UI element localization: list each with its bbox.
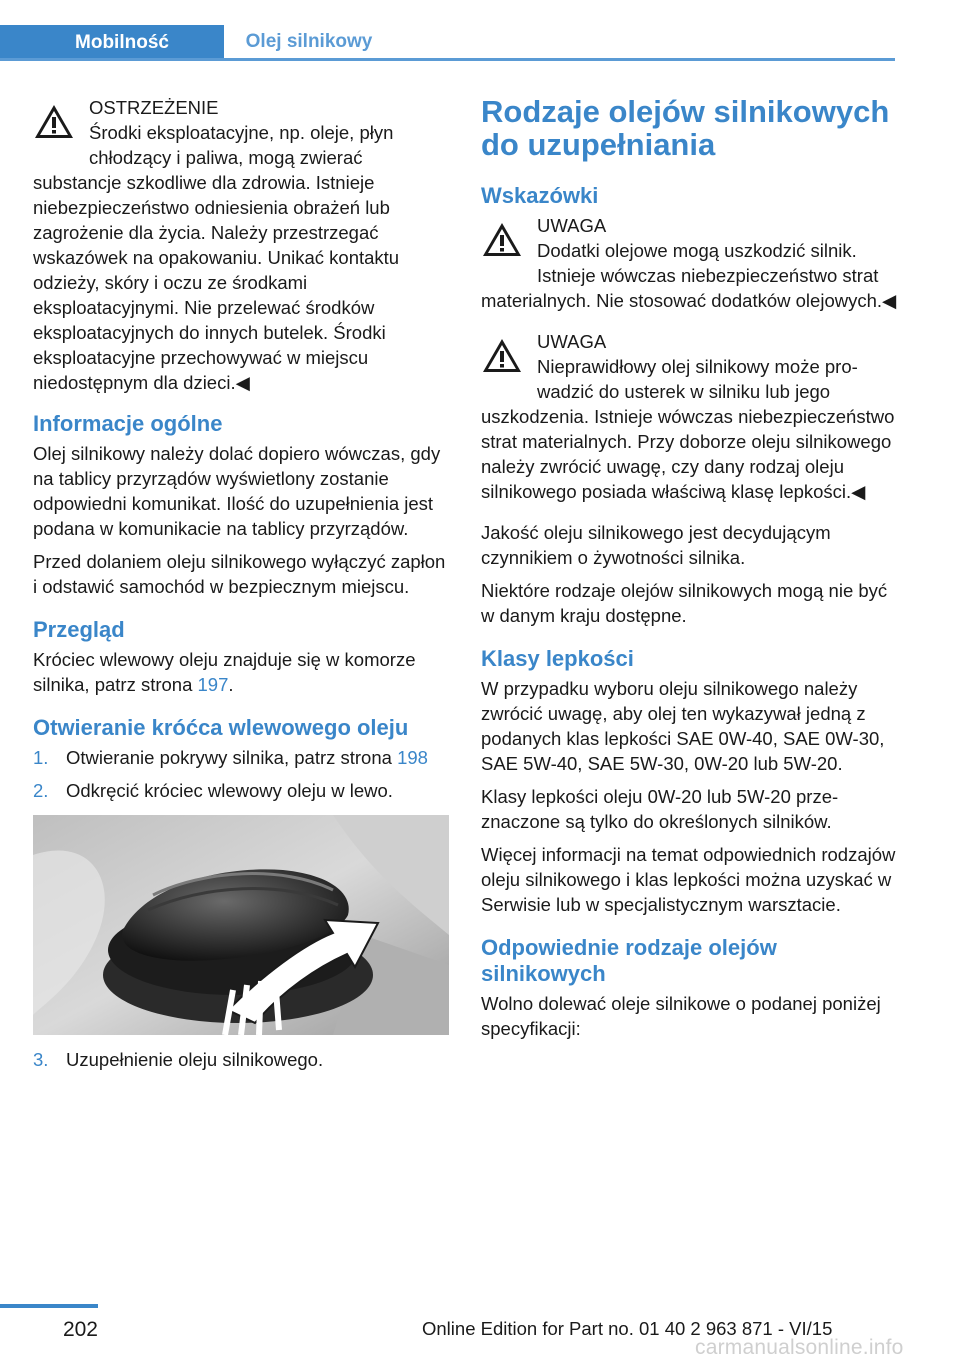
heading-suitable-oils: Odpowiednie rodzaje olejów silnikowych — [481, 935, 777, 986]
notice-title: UWAGA — [537, 215, 607, 236]
page-number: 202 — [62, 1318, 98, 1341]
right-column — [481, 95, 897, 1049]
step-item — [33, 745, 449, 770]
step-number: 2. — [33, 780, 49, 801]
notice-text: Dodatki olejowe mogą uszkodzić silnik. Istnieje wówczas niebezpieczeństwo strat materialnych. Nie stosować dodatków olejowych.◀ — [481, 240, 897, 311]
availability-paragraph: Niektóre rodzaje olejów silnikowych mogą nie być w danym kraju dostępne. — [481, 580, 888, 626]
steps-list — [33, 745, 449, 803]
step-text: Odkręcić króciec wlewowy oleju w lewo. — [66, 780, 393, 801]
heading-viscosity: Klasy lepkości — [481, 646, 634, 671]
general-paragraph-2: Przed dolaniem oleju silnikowego wyłączyć zapłon i odstawić samochód w bezpiecznym miejscu. — [33, 551, 446, 597]
heading-notes: Wskazówki — [481, 183, 599, 208]
warning-triangle-icon — [481, 337, 523, 375]
watermark: carmanualsonline.info — [695, 1336, 904, 1359]
left-column — [33, 95, 449, 1080]
warning-title: OSTRZEŻENIE — [89, 97, 219, 118]
overview-paragraph — [33, 647, 449, 697]
notice-text: Nieprawidłowy olej silnikowy może prowadzić do usterek w silniku lub jego uszkodzenia. Istnieje wówczas niebezpieczeństwo strat materialnych. Przy doborze oleju silnikowego należy zwrócić uwagę, czy dany rodzaj oleju silnikowego posiada właściwą klasę lepkości.◀ — [481, 356, 895, 502]
warning-triangle-icon — [481, 221, 523, 259]
heading-overview: Przegląd — [33, 617, 125, 642]
heading-general: Informacje ogólne — [33, 411, 223, 436]
step-number: 1. — [33, 747, 49, 768]
tab-olej-silnikowy[interactable]: Olej silnikowy — [224, 25, 394, 58]
quality-paragraph: Jakość oleju silnikowego jest decydującym czynnikiem o żywotności silnika. — [481, 522, 831, 568]
viscosity-paragraph-2: Klasy lepkości oleju 0W-20 lub 5W-20 przeznaczone są tylko do określonych silników. — [481, 786, 839, 832]
page-link-197[interactable]: 197 — [197, 674, 229, 695]
step-text: Uzupełnienie oleju silnikowego. — [66, 1049, 324, 1070]
header-divider — [0, 58, 895, 61]
warning-block — [33, 95, 449, 395]
oil-filler-cap-image — [33, 815, 449, 1035]
notice-block-1 — [481, 213, 897, 313]
step-text: Otwieranie pokrywy silnika, patrz strona — [66, 747, 398, 768]
edition-text: Online Edition for Part no. 01 40 2 963 871 - VI/15 — [422, 1318, 833, 1339]
notice-title: UWAGA — [537, 331, 607, 352]
viscosity-paragraph-1: W przypadku wyboru oleju silnikowego należy zwrócić uwagę, aby olej ten wykazywał jedną z podanych klas lepkości SAE 0W-40, SAE 0W-30, SAE 5W-40, SAE 5W-30, 0W-20 lub 5W-20. — [481, 678, 885, 774]
section-title: Rodzaje olejów silnikowych do uzupełniania — [481, 94, 890, 162]
step-number: 3. — [33, 1049, 49, 1070]
step-item — [33, 778, 449, 803]
heading-opening: Otwieranie króćca wlewowego oleju — [33, 715, 409, 740]
page-header — [0, 25, 895, 61]
steps-list-continued — [33, 1047, 449, 1072]
page-link-198[interactable]: 198 — [397, 747, 428, 768]
overview-text: Króciec wlewowy oleju znajduje się w komorze silnika, patrz strona — [33, 649, 416, 695]
tab-mobilnosc[interactable]: Mobilność — [0, 25, 224, 61]
footer-accent-bar — [0, 1304, 98, 1308]
notice-block-2 — [481, 329, 897, 504]
overview-text-end: . — [228, 674, 234, 695]
suitable-paragraph: Wolno dolewać oleje silnikowe o podanej poniżej specyfikacji: — [481, 993, 881, 1039]
viscosity-paragraph-3: Więcej informacji na temat odpowiednich rodzajów oleju silnikowego i klas lepkości można uzyskać w Serwisie lub w specjalistycznym warsztacie. — [481, 844, 896, 915]
general-paragraph-1: Olej silnikowy należy dolać dopiero wówczas, gdy na tablicy przyrządów wyświetlony zostanie odpowiedni komunikat. Ilość do uzupełnienia jest podana w komunikacie na tablicy przyrządów. — [33, 443, 441, 539]
step-item — [33, 1047, 449, 1072]
warning-text: Środki eksploatacyjne, np. oleje, płyn chłodzący i paliwa, mogą zwierać substancje szkodliwe dla zdrowia. Istnieje niebezpieczeństwo odniesienia obrażeń lub zagrożenie dla życia. Należy przestrzegać wskazówek na opakowaniu. Unikać kontaktu odzieży, skóry i oczu ze środkami eksploatacyjnymi. Nie przelewać środków eksploatacyjnych do innych butelek. Środki eksploatacyjne przechowywać w miejscu niedostępnym dla dzieci.◀ — [33, 122, 400, 393]
warning-triangle-icon — [33, 103, 75, 141]
